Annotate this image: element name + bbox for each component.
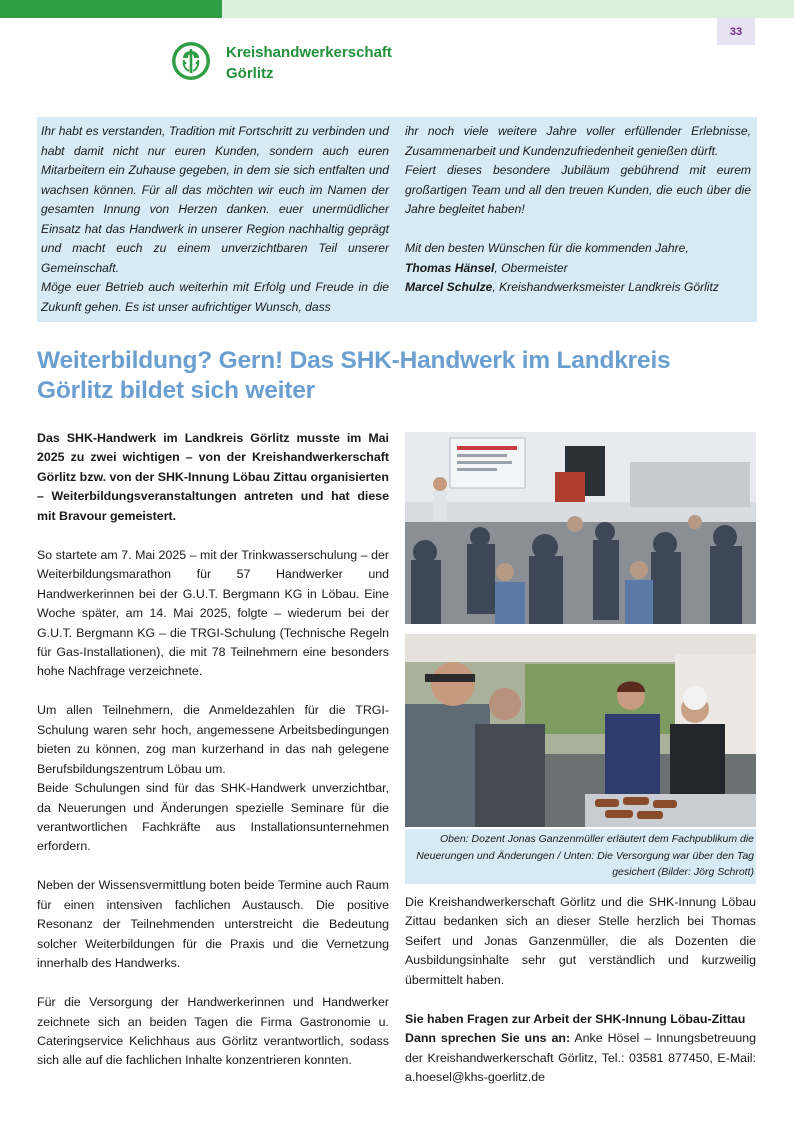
signer-name: Marcel Schulze: [405, 280, 493, 294]
article-lead: Das SHK-Handwerk im Landkreis Görlitz musste im Mai 2025 zu zwei wichtigen – von der Kreishandwerkerschaft Görlitz bzw. von der SHK-Innung Löbau Zittau organisierten – Weiterbildungsveranstaltungen antreten und hat diese mit Bravour gemeistert.: [37, 431, 389, 523]
article-right-column: [405, 893, 756, 1088]
letter-signature-2: [405, 278, 751, 298]
headline-line2: Görlitz bildet sich weiter: [37, 377, 315, 404]
article-paragraph: Beide Schulungen sind für das SHK-Handwerk unverzichtbar, da Neuerungen und Änderungen spezielle Seminare für die verantwortlichen Fachkräfte aus Installationsunternehmen erfordern.: [37, 781, 389, 854]
article-paragraph: Um allen Teilnehmern, die Anmeldezahlen für die TRGI-Schulung waren sehr hoch, angemessene Arbeitsbedingungen bieten zu können, zog man kurzerhand in das nah gelegene Berufsbildungszentrum Löbau um.: [37, 703, 389, 776]
article-headline: [37, 346, 757, 406]
letter-paragraph: Feiert dieses besondere Jubiläum gebührend mit eurem großartigen Team und all den treuen Kunden, die euch über die Jahre begleitet haben!: [405, 163, 751, 216]
article-paragraph: So startete am 7. Mai 2025 – mit der Trinkwasserschulung – der Weiterbildungsmarathon für 57 Handwerker und Handwerkerinnen bei der G.U.T. Bergmann KG in Löbau. Eine Woche später, am 14. Mai 2025, folgte – wiederum bei der G.U.T. Bergmann KG – die TRGI-Schulung (Technische Regeln für Gas-Installationen), die mit 78 Teilnehmern eine besonders hohe Nachfrage verzeichnete.: [37, 547, 389, 679]
catering-photo-illustration: [405, 634, 756, 827]
seminar-photo-illustration: [405, 432, 756, 624]
top-color-bar-light: [222, 0, 794, 18]
article-paragraph: Für die Versorgung der Handwerkerinnen und Handwerker zeichnete sich an beiden Tagen die Firma Gastronomie u. Cateringservice Kelichhaus aus Görlitz verantwortlich, sodass sich alle auf die fachlichen Inhalte konzentrieren konnten.: [37, 995, 389, 1068]
signer-name: Thomas Hänsel: [405, 260, 495, 275]
letter-signature-1: [405, 259, 751, 279]
letter-left-column: [41, 122, 389, 317]
catering-photo: [405, 634, 756, 827]
seminar-photo: [405, 432, 756, 624]
photo-caption: Oben: Dozent Jonas Ganzenmüller erläutert dem Fachpublikum die Neuerungen und Änderungen / Unten: Die Versorgung war über den Tag gesichert (Bilder: Jörg Schrott): [405, 829, 756, 884]
contact-info: [405, 1029, 756, 1087]
headline-line1: Weiterbildung? Gern! Das SHK-Handwerk im Landkreis: [37, 347, 671, 374]
organization-name-line2: Görlitz: [226, 65, 274, 82]
letter-right-column: [405, 122, 751, 298]
contact-details: Anke Hösel – Innungsbetreuung der Kreishandwerkerschaft Görlitz, Tel.: 03581 877450, E-Mail: a.hoesel@khs-goerlitz.de: [405, 1031, 756, 1085]
organization-name-line1: Kreishandwerkerschaft: [226, 44, 392, 61]
kreishandwerkerschaft-logo-icon: [170, 40, 212, 82]
top-color-bar-dark: [0, 0, 222, 18]
signer-role: , Obermeister: [494, 260, 568, 275]
contact-question: Sie haben Fragen zur Arbeit der SHK-Innung Löbau-Zittau: [405, 1011, 746, 1026]
article-left-column: [37, 429, 389, 1071]
letter-paragraph: Ihr habt es verstanden, Tradition mit Fortschritt zu verbinden und habt damit nicht nur euren Kunden, sondern auch euren Mitarbeitern ein Zuhause gegeben, in dem sie sich entfalten und wachsen können. Für all das möchten wir euch im Namen der gesamten Innung von Herzen danken. euer unermüdlicher Einsatz hat das Handwerk in unserer Region nachhaltig geprägt und macht euch zu einem unverzichtbaren Teil unserer Gemeinschaft.: [41, 124, 389, 275]
signer-role: , Kreishandwerksmeister Landkreis Görlitz: [492, 280, 719, 294]
letter-paragraph: ihr noch viele weitere Jahre voller erfüllender Erlebnisse, Zusammenarbeit und Kundenzufriedenheit genießen dürft.: [405, 124, 751, 158]
article-paragraph: Die Kreishandwerkerschaft Görlitz und die SHK-Innung Löbau Zittau bedanken sich an dieser Stelle herzlich bei Thomas Seifert und Jonas Ganzenmüller, die als Dozenten die Ausbildungsinhalte sehr gut verständlich und kurzweilig übermittelt haben.: [405, 895, 756, 987]
letter-closing: Mit den besten Wünschen für die kommenden Jahre,: [405, 241, 689, 255]
congratulation-letter-box: [37, 117, 757, 322]
organization-name: [226, 42, 392, 84]
article-paragraph: Neben der Wissensvermittlung boten beide Termine auch Raum für einen intensiven fachlichen Austausch. Die positive Resonanz der Teilnehmenden unterstreicht die Bedeutung solcher Weiterbildungen für die Praxis und die Vernetzung innerhalb des Handwerks.: [37, 878, 389, 971]
letter-paragraph: Möge euer Betrieb auch weiterhin mit Erfolg und Freude in die Zukunft gehen. Es ist unser aufrichtiger Wunsch, dass: [41, 280, 389, 314]
page-number: 33: [717, 18, 755, 45]
contact-lead: Dann sprechen Sie uns an:: [405, 1031, 571, 1046]
